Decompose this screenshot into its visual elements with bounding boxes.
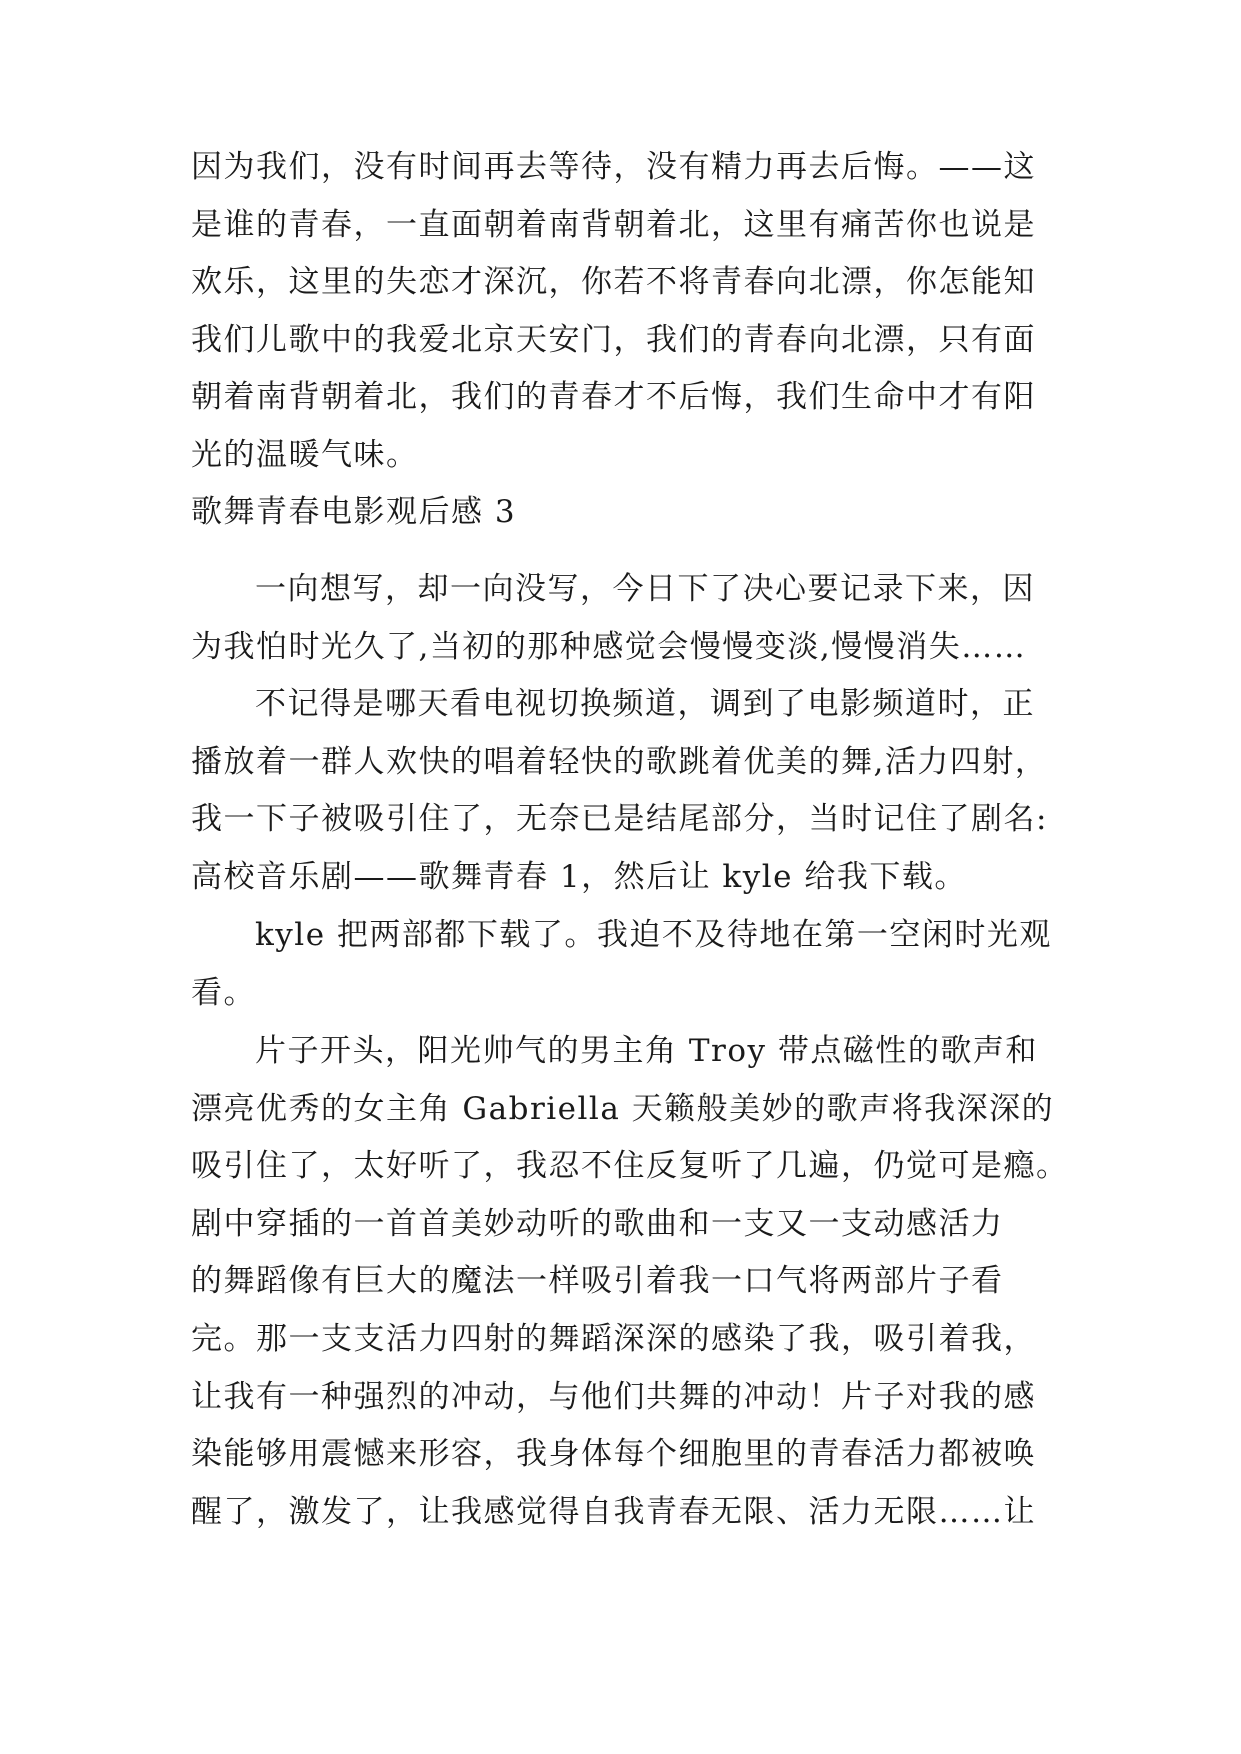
- paragraph-4: [191, 1023, 1069, 1541]
- text-line: 高校音乐剧——歌舞青春 1，然后让 kyle 给我下载。: [191, 858, 967, 895]
- text-line: 欢乐，这里的失恋才深沉，你若不将青春向北漂，你怎能知: [191, 264, 1036, 301]
- text-line: 是谁的青春，一直面朝着南背朝着北，这里有痛苦你也说是: [191, 206, 1036, 243]
- paragraph-1: [191, 561, 1053, 676]
- text-line: 的舞蹈像有巨大的魔法一样吸引着我一口气将两部片子看: [191, 1263, 1004, 1300]
- text-line: 一向想写，却一向没写，今日下了决心要记录下来，因: [255, 571, 1035, 607]
- text-line: 播放着一群人欢快的唱着轻快的歌跳着优美的舞,活力四射，: [191, 743, 1048, 780]
- text-line: 醒了，激发了，让我感觉得自我青春无限、活力无限……让: [191, 1493, 1036, 1530]
- text-line: 我一下子被吸引住了，无奈已是结尾部分，当时记住了剧名:: [191, 801, 1048, 838]
- text-line: 看。: [191, 974, 256, 1011]
- text-line: 完。那一支支活力四射的舞蹈深深的感染了我，吸引着我，: [191, 1320, 1036, 1357]
- text-line: 漂亮优秀的女主角 Gabriella 天籁般美妙的歌声将我深深的: [191, 1090, 1055, 1127]
- text-line: kyle 把两部都下载了。我迫不及待地在第一空闲时光观: [255, 917, 1052, 953]
- text-line: 光的温暖气味。: [191, 436, 419, 473]
- text-line: 不记得是哪天看电视切换频道，调到了电影频道时，正: [255, 686, 1035, 722]
- text-line: 因为我们，没有时间再去等待，没有精力再去后悔。——这: [191, 149, 1036, 185]
- text-line: 吸引住了，太好听了，我忍不住反复听了几遍，仍觉可是瘾。: [191, 1148, 1069, 1185]
- heading-text: 歌舞青春电影观后感 3: [191, 494, 517, 530]
- text-line: 我们儿歌中的我爱北京天安门，我们的青春向北漂，只有面: [191, 321, 1036, 358]
- text-line: 片子开头，阳光帅气的男主角 Troy 带点磁性的歌声和: [255, 1033, 1038, 1069]
- paragraph-3: [191, 907, 1053, 1022]
- section-heading: [191, 484, 1053, 542]
- text-line: 为我怕时光久了,当初的那种感觉会慢慢变淡,慢慢消失……: [191, 628, 1027, 665]
- text-line: 染能够用震憾来形容，我身体每个细胞里的青春活力都被唤: [191, 1436, 1036, 1473]
- paragraph-2: [191, 676, 1053, 906]
- text-line: 让我有一种强烈的冲动，与他们共舞的冲动！片子对我的感: [191, 1378, 1036, 1415]
- continuation-paragraph: [191, 139, 1053, 485]
- text-line: 剧中穿插的一首首美妙动听的歌曲和一支又一支动感活力: [191, 1205, 1004, 1242]
- text-line: 朝着南背朝着北，我们的青春才不后悔，我们生命中才有阳: [191, 379, 1036, 416]
